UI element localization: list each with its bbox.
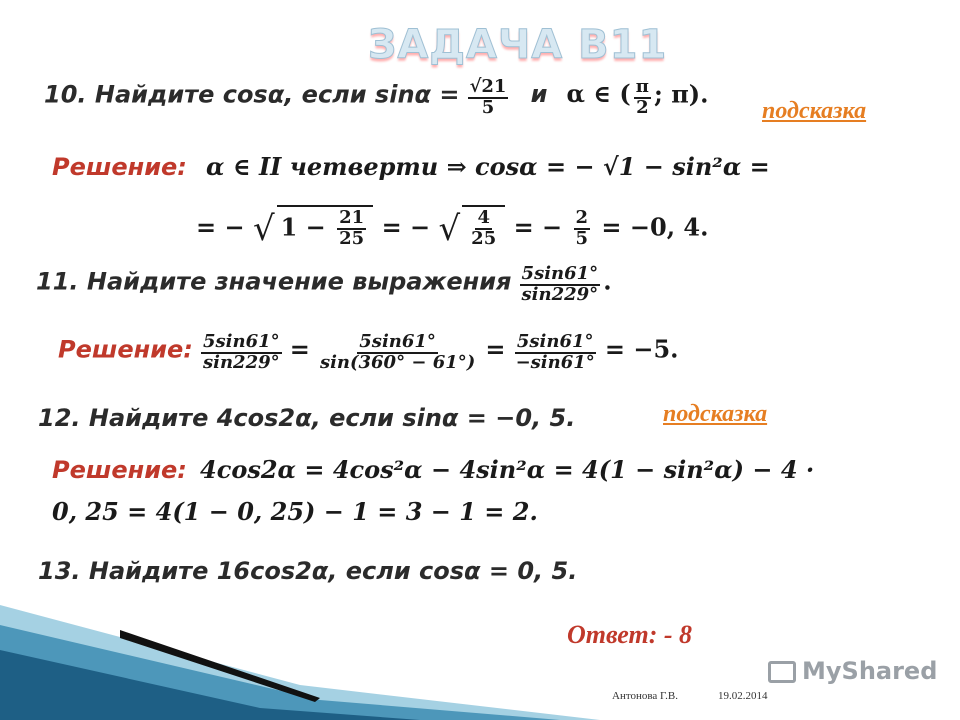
fraction-numerator: 5sin61° (521, 263, 599, 284)
problem-11-solution: Решение: $\frac{5\sin 61^\circ}{\sin 229^\circ}$ = $\frac{5\sin 61^\circ}{\sin(360^\circ - 61^\circ)}$ = $\frac{5\sin 61^\circ}{-\sin 61^\circ}$ = −5. (58, 331, 679, 373)
solution-expression: 4cos2α = 4cos²α − 4sin²α = 4(1 − sin²α) − 4 · (200, 455, 815, 484)
hint-link-problem-12[interactable]: подсказка (663, 401, 768, 427)
problem-10-solution-line-2 (196, 205, 708, 249)
solution-expression: α ∈ II четверти ⇒ cosα = − √1 − sin²α = (206, 152, 770, 181)
answer-text: Ответ: - 8 (567, 620, 693, 649)
problem-12-task (38, 404, 575, 432)
fraction-numerator: 5sin61° (203, 331, 280, 352)
fraction-denominator: sin229° (521, 283, 599, 305)
problem-11-text: 11. Найдите значение выражения (36, 267, 512, 296)
fraction-denominator: 25 (471, 227, 497, 249)
conjunction-and: и (530, 80, 548, 109)
fraction (337, 209, 366, 249)
fraction-numerator: 5sin61° (359, 331, 436, 352)
expr-part: = −0, 4. (601, 212, 709, 242)
fraction-denominator: sin(360° − 61°) (319, 351, 476, 373)
fraction-numerator: 5sin61° (516, 331, 594, 352)
fraction-numerator: 4 (477, 207, 490, 228)
fraction (574, 209, 591, 249)
expr-part: = − (513, 212, 563, 242)
hint-link-problem-10[interactable]: подсказка (762, 98, 867, 124)
fraction (318, 333, 477, 373)
expr-part: = − (196, 212, 245, 242)
fraction-numerator: 2 (575, 207, 589, 228)
expr-part: = − (381, 212, 431, 242)
problem-12-solution-line-2: 0, 25 = 4(1 − 0, 25) − 1 = 3 − 1 = 2. (52, 497, 538, 526)
fraction-numerator: 21 (339, 207, 365, 228)
problem-12-solution-line-1 (52, 455, 814, 484)
radicand: 1 − $\frac{21}{25}$ (277, 205, 374, 249)
fraction (469, 209, 498, 249)
problem-10-solution-line-1 (52, 152, 770, 181)
pi-half-fraction (634, 78, 651, 118)
fraction (514, 333, 597, 373)
fraction-denominator: 25 (339, 227, 365, 249)
fraction (201, 333, 282, 373)
fraction-denominator: 2 (636, 96, 649, 118)
sqrt-icon: √ (252, 208, 275, 249)
decorative-swoosh (0, 590, 960, 720)
solution-label: Решение: (58, 335, 193, 364)
radicand (462, 205, 505, 249)
sin-value-fraction (468, 78, 509, 118)
sqrt-icon: √ (438, 208, 461, 249)
range-open: α ∈ ( (566, 79, 631, 109)
problem-10-text: 10. Найдите cosα, если sinα = (44, 80, 460, 109)
problem-10-task (44, 78, 708, 118)
problem-12-text: 12. Найдите 4cos2α, если sinα = −0, 5. (38, 404, 576, 432)
fraction-numerator: √21 (469, 76, 507, 97)
fraction-denominator: sin229° (203, 351, 280, 373)
expr-part: = −5. (604, 334, 679, 364)
fraction-numerator: π (635, 76, 649, 97)
footer-date: 19.02.2014 (718, 690, 768, 702)
watermark (768, 657, 937, 685)
fraction-denominator: −sin61° (515, 351, 595, 373)
fraction-denominator: 5 (481, 96, 495, 118)
watermark-text: MyShared (802, 657, 938, 685)
solution-label: Решение: (52, 153, 187, 181)
footer-author: Антонова Г.В. (612, 690, 679, 702)
problem-13-text: 13. Найдите 16cos2α, если cosα = 0, 5. (38, 557, 578, 585)
slides-icon (768, 661, 796, 683)
fraction-denominator: 5 (575, 227, 589, 249)
problem-11-task: 11. Найдите значение выражения $\frac{5\sin 61^\circ}{\sin 229^\circ}$ . (36, 263, 612, 305)
range-close: ; π). (653, 79, 709, 109)
expression-fraction (520, 265, 601, 305)
page-title: ЗАДАЧА B11 (368, 22, 668, 68)
problem-13-task (38, 557, 577, 585)
solution-label: Решение: (52, 456, 187, 484)
